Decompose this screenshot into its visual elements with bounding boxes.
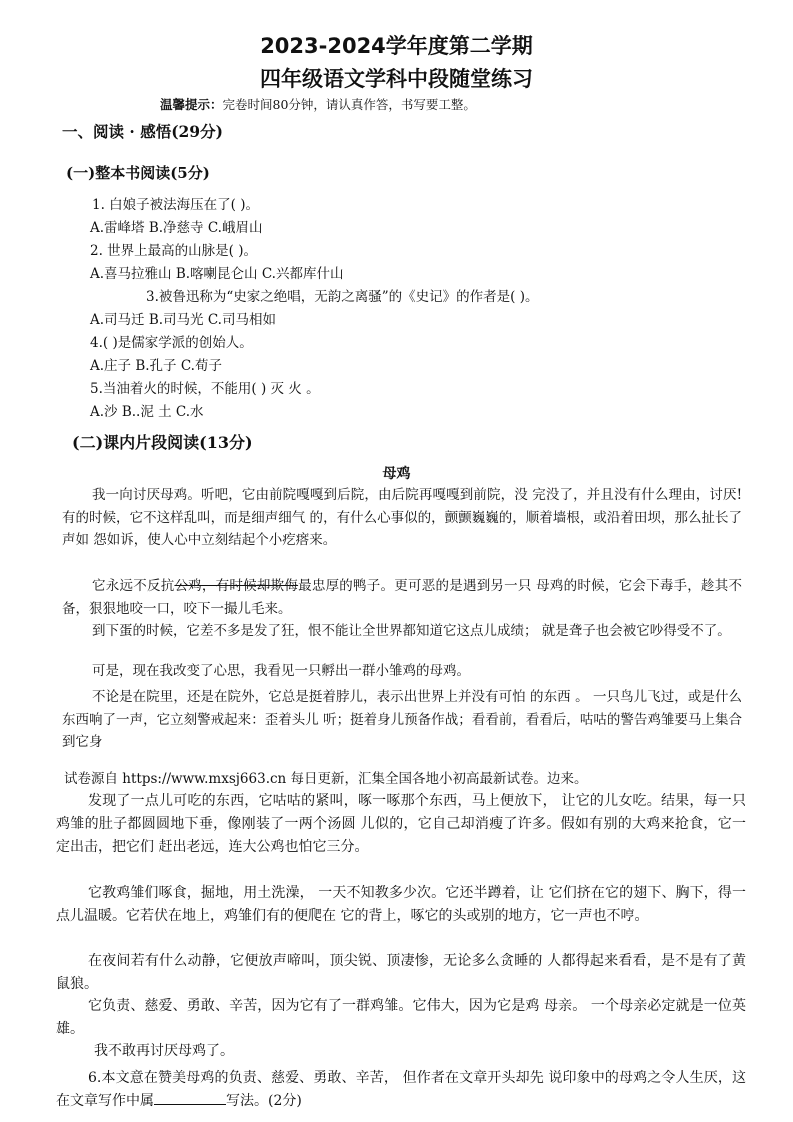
tip-text: 完卷时间80分钟，请认真作答，书写要工整。 <box>222 97 476 112</box>
question-6 <box>56 1067 746 1113</box>
question-1: 1. 白娘子被法海压在了( )。 <box>92 197 259 213</box>
question-5: 5.当油着火的时候，不能用( ) 灭 火 。 <box>90 381 320 397</box>
passage-paragraph-9: 它负责、慈爱、勇敢、辛苦，因为它有了一群鸡雏。它伟大，因为它是鸡 母亲。 一个母亲必定就是一位英雄。 <box>56 998 746 1037</box>
part2-heading: (二)课内片段阅读(13分) <box>72 433 253 452</box>
question-1-options: A.雷峰塔 B.净慈寺 C.峨眉山 <box>90 220 263 236</box>
passage-paragraph-1: 我一向讨厌母鸡。听吧，它由前院嘎嘎到后院，由后院再嘎嘎到前院，没 完没了，并且没有什么理由，讨厌!有的时候，它不这样乱叫，而是细声细气 的，有什么心事似的，颤颤巍巍的，顺着墙根，或沿着田坝，那么扯长了声如 怨如诉，使人心中立刻结起个小疙瘩来。 <box>62 487 742 549</box>
section-heading: 一、阅读 · 感悟(29分) <box>62 122 223 141</box>
question-4-options: A.庄子 B.孔子 C.荀子 <box>90 358 222 374</box>
passage-paragraph-10: 我不敢再讨厌母鸡了。 <box>94 1043 234 1059</box>
question-2: 2. 世界上最高的山脉是( )。 <box>90 243 257 259</box>
passage-paragraph-7: 它教鸡雏们啄食，掘地，用土洗澡， 一天不知教多少次。它还半蹲着，让 它们挤在它的翅下、胸下，得一点儿温暖。它若伏在地上，鸡雏们有的便爬在 它的背上，啄它的头或别的地方，它一声也不哼。 <box>56 885 746 924</box>
passage-paragraph-3: 到下蛋的时候，它差不多是发了狂，恨不能让全世界都知道它这点儿成绩； 就是聋子也会被它吵得受不了。 <box>92 623 731 639</box>
exam-tip <box>160 95 476 113</box>
part1-heading: (一)整本书阅读(5分) <box>66 164 210 182</box>
passage-paragraph-8: 在夜间若有什么动静，它便放声啼叫，顶尖锐、顶凄惨，无论多么贪睡的 人都得起来看看，是不是有了黄鼠狼。 <box>56 953 746 992</box>
page-subtitle: 四年级语文学科中段随堂练习 <box>260 67 533 91</box>
source-line: 试卷源自 https://www.mxsj663.cn 每日更新，汇集全国各地小初高最新试卷。边来。 <box>64 771 588 787</box>
passage-paragraph-4: 可是，现在我改变了心思，我看见一只孵出一群小雏鸡的母鸡。 <box>92 663 470 679</box>
paragraph-2-start: 它永远不反抗 <box>92 578 175 594</box>
question-2-options: A.喜马拉雅山 B.喀喇昆仑山 C.兴都库什山 <box>90 266 344 282</box>
answer-blank[interactable] <box>154 1092 226 1105</box>
struck-text: 公鸡，有时候却欺侮 <box>174 578 299 594</box>
question-6-end: 写法。(2分) <box>226 1093 302 1109</box>
question-3-options: A.司马迁 B.司马光 C.司马相如 <box>90 312 276 328</box>
question-4: 4.( )是儒家学派的创始人。 <box>90 335 253 351</box>
page-title: 2023-2024学年度第二学期 <box>260 34 533 58</box>
passage-paragraph-5: 不论是在院里，还是在院外，它总是挺着脖儿，表示出世界上并没有可怕 的东西 。 一只鸟儿飞过，或是什么东西响了一声，它立刻警戒起来：歪着头儿 听；挺着身儿预备作战；看看前，看看后，咕咕的警告鸡雏要马上集合到它身 <box>62 689 742 751</box>
tip-label: 温馨提示： <box>160 97 223 112</box>
passage-paragraph-2 <box>62 575 742 620</box>
question-5-options: A.沙 B..泥 土 C.水 <box>90 404 204 420</box>
passage-title: 母鸡 <box>382 466 411 482</box>
question-6-text: 6.本文意在赞美母鸡的负责、慈爱、勇敢、辛苦， 但作者在文章开头却先 说印象中的母鸡之令人生厌，这在文章写作中属 <box>56 1070 746 1109</box>
question-3: 3.被鲁迅称为“史家之绝唱，无韵之离骚”的《史记》的作者是( )。 <box>146 289 539 305</box>
paragraph-2-rest: 最忠厚的鸭子。更可恶的是遇到另一只 母鸡的时候，它会下毒手，趁其不备，狠狠地咬一口，咬下一撮儿毛来。 <box>62 578 743 617</box>
passage-paragraph-6: 发现了一点儿可吃的东西，它咕咕的紧叫，啄一啄那个东西，马上便放下， 让它的儿女吃。结果，每一只鸡雏的肚子都圆圆地下垂，像刚装了一两个汤圆 儿似的，它自己却消瘦了许多。假如有别的大鸡来抢食，它一定出击，把它们 赶出老远，连大公鸡也怕它三分。 <box>56 793 746 855</box>
